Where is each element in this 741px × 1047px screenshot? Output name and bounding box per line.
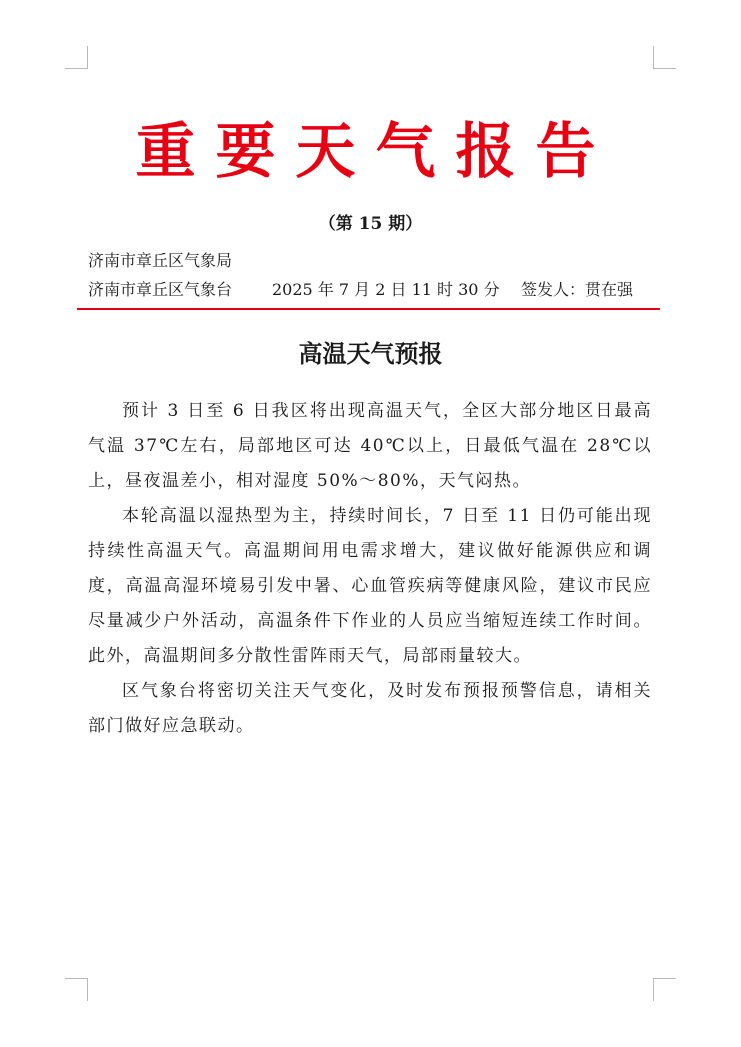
issuing-bureau: 济南市章丘区气象局	[88, 251, 233, 270]
issuing-station: 济南市章丘区气象台	[88, 280, 233, 299]
report-masthead: 重要天气报告	[135, 117, 616, 187]
crop-mark-bottom-right	[653, 978, 676, 1001]
issue-datetime: 2025 年 7 月 2 日 11 时 30 分	[272, 280, 500, 299]
signer: 签发人：贯在强	[521, 280, 634, 299]
paragraph-followup: 区气象台将密切关注天气变化，及时发布预报预警信息，请相关部门做好应急联动。	[88, 681, 652, 736]
paragraph-advice: 本轮高温以湿热型为主，持续时间长，7 日至 11 日仍可能出现持续性高温天气。高温期间用电需求增大，建议做好能源供应和调度，高温高湿环境易引发中暑、心血管疾病等健康风险，建议市民应尽量减少户外活动，高温条件下作业的人员应当缩短连续工作时间。此外，高温期间多分散性雷阵雨天气，局部雨量较大。	[88, 506, 652, 666]
issue-number: （第 15 期）	[318, 214, 423, 234]
issuing-line	[88, 278, 648, 302]
red-divider	[77, 308, 660, 310]
body-text	[88, 394, 652, 744]
paragraph-forecast: 预计 3 日至 6 日我区将出现高温天气，全区大部分地区日最高气温 37℃左右，局部地区可达 40℃以上，日最低气温在 28℃以上，昼夜温差小，相对湿度 50%～80%，天气闷热。	[88, 401, 652, 491]
document-title: 高温天气预报	[298, 339, 443, 368]
crop-mark-top-left	[65, 46, 88, 69]
crop-mark-top-right	[653, 46, 676, 69]
crop-mark-bottom-left	[65, 978, 88, 1001]
